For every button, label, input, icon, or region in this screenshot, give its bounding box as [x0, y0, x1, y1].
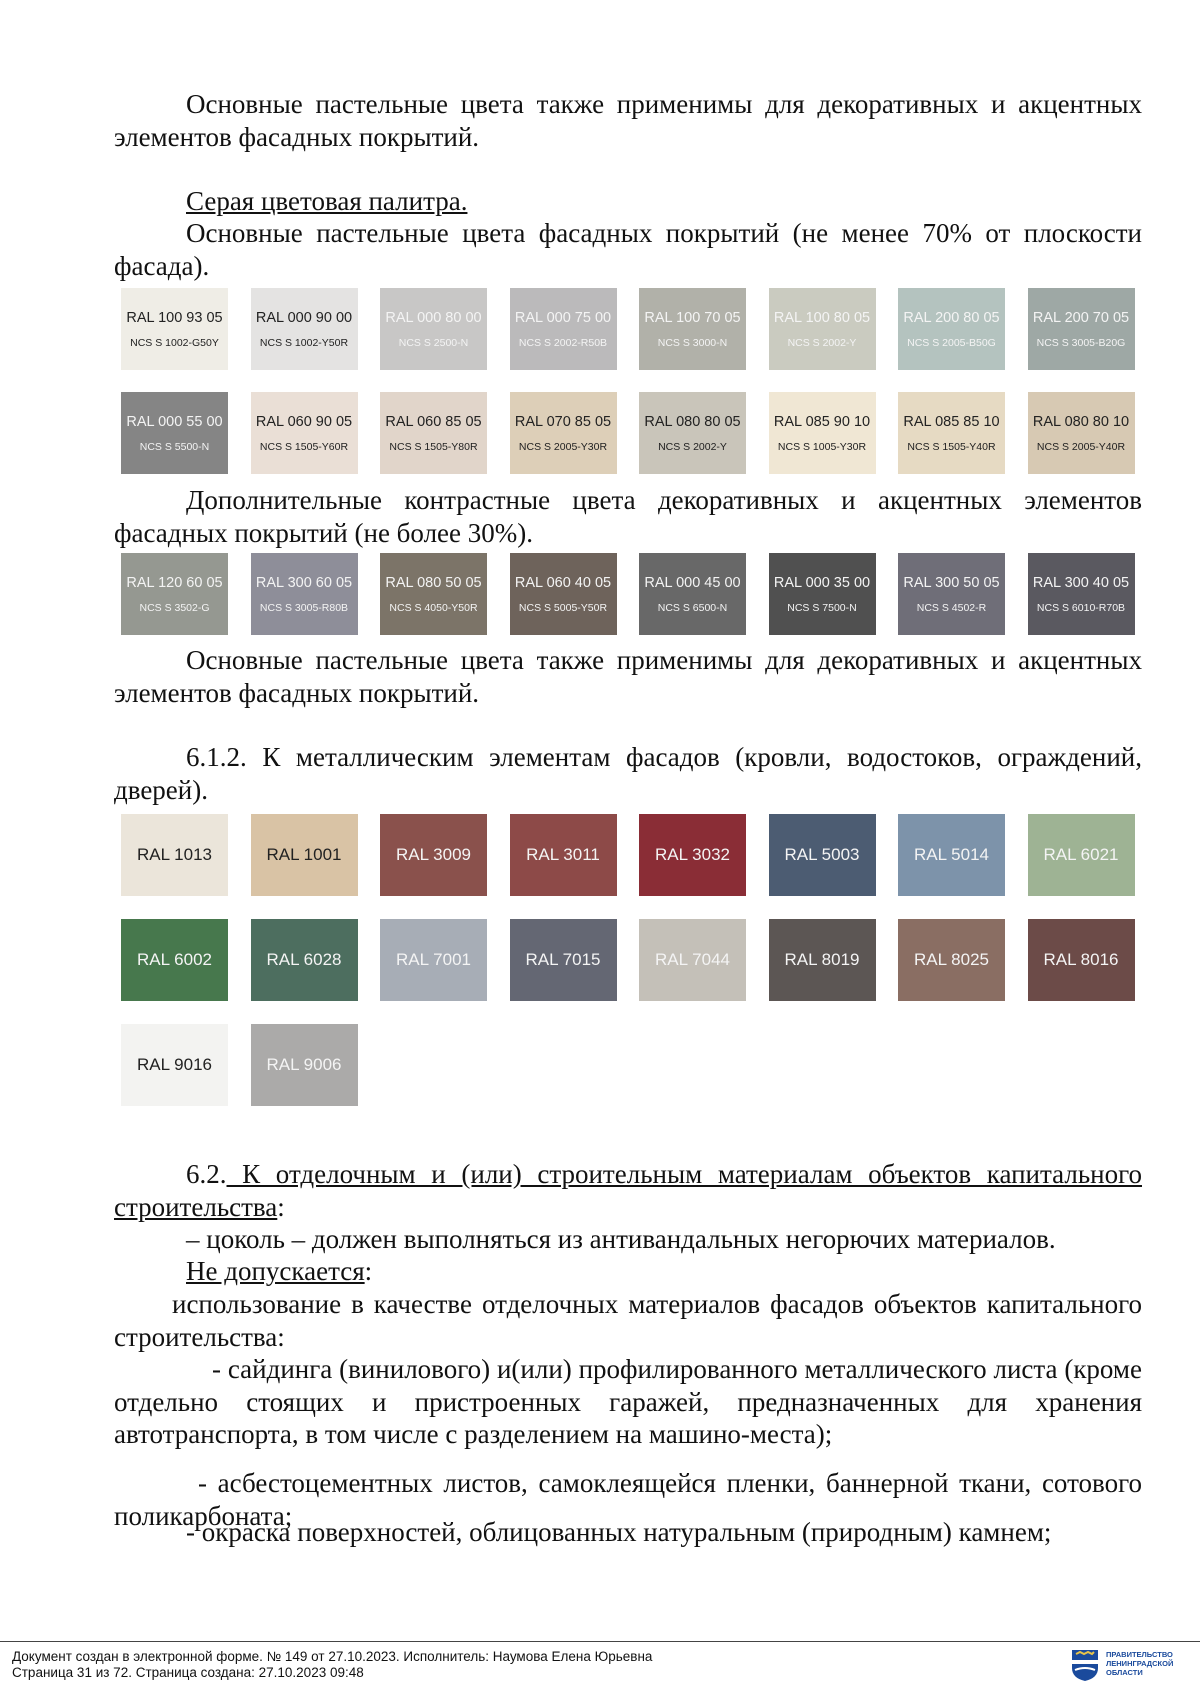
- swatch-ncs-code: NCS S 1505-Y40R: [907, 440, 996, 453]
- swatch-ncs-code: NCS S 3502-G: [139, 601, 210, 614]
- color-swatch: [1028, 392, 1135, 474]
- color-swatch: [251, 553, 358, 635]
- pastel-swatch-row: [121, 288, 1157, 370]
- contrast-swatch-row: [121, 553, 1157, 635]
- swatch-ral-code: RAL 060 40 05: [514, 574, 612, 591]
- item-asbestos: - асбестоцементных листов, самоклеящейся пленки, баннерной ткани, сотового поликарбоната;: [114, 1468, 1142, 1531]
- color-swatch: [639, 919, 746, 1001]
- item-plinth: – цоколь – должен выполняться из антивандальных негорючих материалов.: [186, 1224, 1056, 1254]
- swatch-ncs-code: NCS S 5500-N: [139, 440, 210, 453]
- swatch-ral-code: RAL 060 85 05: [385, 413, 482, 430]
- paragraph-pastel-accent-1: Основные пастельные цвета также применимы для декоративных и акцентных элементов фасадных покрытий.: [114, 89, 1142, 152]
- swatch-ral-code: RAL 6002: [137, 950, 212, 969]
- swatch-ral-code: RAL 070 85 05: [514, 413, 612, 430]
- swatch-ncs-code: NCS S 3005-R80B: [259, 601, 349, 614]
- swatch-ral-code: RAL 085 90 10: [773, 413, 871, 430]
- swatch-ral-code: RAL 000 90 00: [255, 309, 353, 326]
- section-6-2-heading: [114, 1158, 1142, 1223]
- color-swatch: [1028, 919, 1135, 1001]
- swatch-ral-code: RAL 7001: [396, 950, 471, 969]
- color-swatch: [769, 919, 876, 1001]
- swatch-ral-code: RAL 000 35 00: [773, 574, 871, 591]
- swatch-ral-code: RAL 3009: [396, 845, 471, 864]
- swatch-ncs-code: NCS S 1002-Y50R: [259, 336, 349, 349]
- swatch-ral-code: RAL 300 50 05: [903, 574, 1000, 591]
- swatch-ral-code: RAL 200 70 05: [1032, 309, 1130, 326]
- section-6-2-colon: :: [277, 1191, 285, 1222]
- color-swatch: [510, 553, 617, 635]
- swatch-ncs-code: NCS S 2002-Y: [658, 440, 727, 453]
- color-swatch: [1028, 553, 1135, 635]
- not-allowed-heading: [114, 1255, 1142, 1288]
- color-swatch: [251, 288, 358, 370]
- color-swatch: [380, 919, 487, 1001]
- color-swatch: [510, 919, 617, 1001]
- color-swatch: [639, 288, 746, 370]
- swatch-ral-code: RAL 7015: [525, 950, 601, 969]
- footer-info: [12, 1649, 652, 1681]
- color-swatch: [898, 288, 1005, 370]
- section-6-1-2-heading: 6.1.2. К металлическим элементам фасадов (кровли, водостоков, ограждений, дверей).: [114, 742, 1142, 805]
- swatch-ncs-code: NCS S 5005-Y50R: [518, 601, 608, 614]
- swatch-ral-code: RAL 080 80 10: [1032, 413, 1130, 430]
- swatch-ral-code: RAL 6028: [266, 950, 342, 969]
- logo-line-1: ПРАВИТЕЛЬСТВО: [1106, 1650, 1173, 1659]
- color-swatch: [1028, 814, 1135, 896]
- color-swatch: [898, 553, 1005, 635]
- color-swatch: [639, 814, 746, 896]
- swatch-ral-code: RAL 100 80 05: [773, 309, 871, 326]
- swatch-ral-code: RAL 8019: [784, 950, 860, 969]
- color-swatch: [121, 392, 228, 474]
- swatch-ncs-code: NCS S 4502-R: [916, 601, 987, 614]
- swatch-ncs-code: NCS S 1002-G50Y: [130, 336, 219, 349]
- color-swatch: [251, 1024, 358, 1106]
- color-swatch: [121, 553, 228, 635]
- metal-swatch-row: [121, 919, 1157, 1001]
- pastel-swatch-row: [121, 392, 1157, 474]
- paragraph-pastel-accent-2: Основные пастельные цвета также применимы для декоративных и акцентных элементов фасадных покрытий.: [114, 645, 1142, 708]
- swatch-ral-code: RAL 6021: [1043, 845, 1119, 864]
- item-siding: - сайдинга (винилового) и(или) профилированного металлического листа (кроме отдельно стоящих и пристроенных гаражей, предназначенных для хранения автотранспорта, в том числе с разделением на машино-места);: [114, 1354, 1142, 1449]
- swatch-ncs-code: NCS S 7500-N: [787, 601, 857, 614]
- metal-swatch-row: [121, 1024, 1157, 1106]
- footer-document-line: Документ создан в электронной форме. № 149 от 27.10.2023. Исполнитель: Наумова Елена Юрьевна: [12, 1649, 653, 1664]
- color-swatch: [121, 1024, 228, 1106]
- color-swatch: [639, 553, 746, 635]
- swatch-ncs-code: NCS S 2002-Y: [787, 336, 857, 349]
- swatch-ncs-code: NCS S 3005-B20G: [1036, 336, 1126, 349]
- government-logo: [1070, 1648, 1190, 1688]
- logo-caption: [1106, 1650, 1173, 1677]
- swatch-ral-code: RAL 000 55 00: [126, 413, 223, 430]
- swatch-ncs-code: NCS S 2005-B50G: [907, 336, 996, 349]
- metal-swatch-grid: [121, 814, 1157, 1129]
- metal-swatch-row: [121, 814, 1157, 896]
- color-swatch: [898, 814, 1005, 896]
- swatch-ral-code: RAL 8025: [914, 950, 989, 969]
- paragraph-pastel-70: Основные пастельные цвета фасадных покрытий (не менее 70% от плоскости фасада).: [114, 218, 1142, 281]
- swatch-ral-code: RAL 1013: [137, 845, 212, 864]
- not-allowed-text: Не допускается: [186, 1256, 365, 1286]
- swatch-ral-code: RAL 000 45 00: [644, 574, 741, 591]
- color-swatch: [380, 288, 487, 370]
- swatch-ncs-code: NCS S 2500-N: [398, 336, 469, 349]
- swatch-ral-code: RAL 3011: [526, 845, 600, 864]
- swatch-ral-code: RAL 000 80 00: [385, 309, 482, 326]
- swatch-ncs-code: NCS S 6500-N: [657, 601, 728, 614]
- color-swatch: [380, 553, 487, 635]
- swatch-ncs-code: NCS S 1005-Y30R: [777, 440, 867, 453]
- footer-page-line: Страница 31 из 72. Страница создана: 27.10.2023 09:48: [12, 1665, 364, 1680]
- color-swatch: [510, 392, 617, 474]
- pastel-swatch-grid: [121, 288, 1157, 474]
- swatch-ral-code: RAL 3032: [655, 845, 730, 864]
- color-swatch: [769, 288, 876, 370]
- swatch-ncs-code: NCS S 3000-N: [657, 336, 728, 349]
- swatch-ral-code: RAL 5014: [914, 845, 989, 864]
- color-swatch: [898, 392, 1005, 474]
- color-swatch: [1028, 288, 1135, 370]
- swatch-ral-code: RAL 7044: [655, 950, 730, 969]
- swatch-ral-code: RAL 000 75 00: [514, 309, 612, 326]
- swatch-ncs-code: NCS S 1505-Y80R: [389, 440, 478, 453]
- swatch-ncs-code: NCS S 1505-Y60R: [259, 440, 349, 453]
- paragraph-contrast-30: Дополнительные контрастные цвета декоративных и акцентных элементов фасадных покрытий (не более 30%).: [114, 485, 1142, 548]
- color-swatch: [380, 392, 487, 474]
- swatch-ral-code: RAL 300 60 05: [255, 574, 353, 591]
- color-swatch: [121, 919, 228, 1001]
- swatch-ral-code: RAL 060 90 05: [255, 413, 353, 430]
- coat-of-arms-icon: [1070, 1648, 1100, 1682]
- swatch-ncs-code: NCS S 2005-Y40R: [1036, 440, 1126, 453]
- section-6-2-number: 6.2.: [186, 1159, 227, 1189]
- swatch-ral-code: RAL 080 80 05: [644, 413, 741, 430]
- item-paint: - окраска поверхностей, облицованных натуральным (природным) камнем;: [186, 1517, 1052, 1547]
- color-swatch: [769, 392, 876, 474]
- color-swatch: [121, 288, 228, 370]
- color-swatch: [898, 919, 1005, 1001]
- swatch-ral-code: RAL 100 93 05: [126, 309, 223, 326]
- swatch-ral-code: RAL 8016: [1043, 950, 1119, 969]
- color-swatch: [251, 814, 358, 896]
- swatch-ncs-code: NCS S 2005-Y30R: [518, 440, 608, 453]
- gray-palette-heading-text: Серая цветовая палитра.: [186, 186, 468, 216]
- swatch-ncs-code: NCS S 6010-R70B: [1036, 601, 1126, 614]
- swatch-ral-code: RAL 080 50 05: [385, 574, 482, 591]
- section-6-2-title: К отделочным и (или) строительным материалам объектов капитального строительства: [114, 1159, 1142, 1222]
- contrast-swatch-grid: [121, 553, 1157, 635]
- gray-palette-heading: [114, 185, 1142, 218]
- color-swatch: [510, 288, 617, 370]
- logo-line-2: ЛЕНИНГРАДСКОЙ: [1106, 1659, 1174, 1668]
- swatch-ral-code: RAL 085 85 10: [903, 413, 1000, 430]
- paragraph-usage: использование в качестве отделочных материалов фасадов объектов капитального строительства:: [114, 1289, 1142, 1352]
- swatch-ral-code: RAL 9006: [266, 1055, 342, 1074]
- swatch-ral-code: RAL 100 70 05: [644, 309, 741, 326]
- swatch-ncs-code: NCS S 4050-Y50R: [389, 601, 478, 614]
- color-swatch: [121, 814, 228, 896]
- color-swatch: [251, 392, 358, 474]
- swatch-ral-code: RAL 5003: [784, 845, 860, 864]
- swatch-ral-code: RAL 200 80 05: [903, 309, 1000, 326]
- footer-divider: [0, 1641, 1200, 1642]
- swatch-ral-code: RAL 300 40 05: [1032, 574, 1130, 591]
- swatch-ral-code: RAL 1001: [266, 845, 342, 864]
- color-swatch: [769, 553, 876, 635]
- color-swatch: [639, 392, 746, 474]
- color-swatch: [769, 814, 876, 896]
- swatch-ral-code: RAL 9016: [137, 1055, 212, 1074]
- swatch-ral-code: RAL 120 60 05: [126, 574, 223, 591]
- not-allowed-colon: :: [364, 1256, 373, 1286]
- color-swatch: [380, 814, 487, 896]
- logo-line-3: ОБЛАСТИ: [1106, 1668, 1143, 1677]
- color-swatch: [251, 919, 358, 1001]
- swatch-ncs-code: NCS S 2002-R50B: [518, 336, 608, 349]
- color-swatch: [510, 814, 617, 896]
